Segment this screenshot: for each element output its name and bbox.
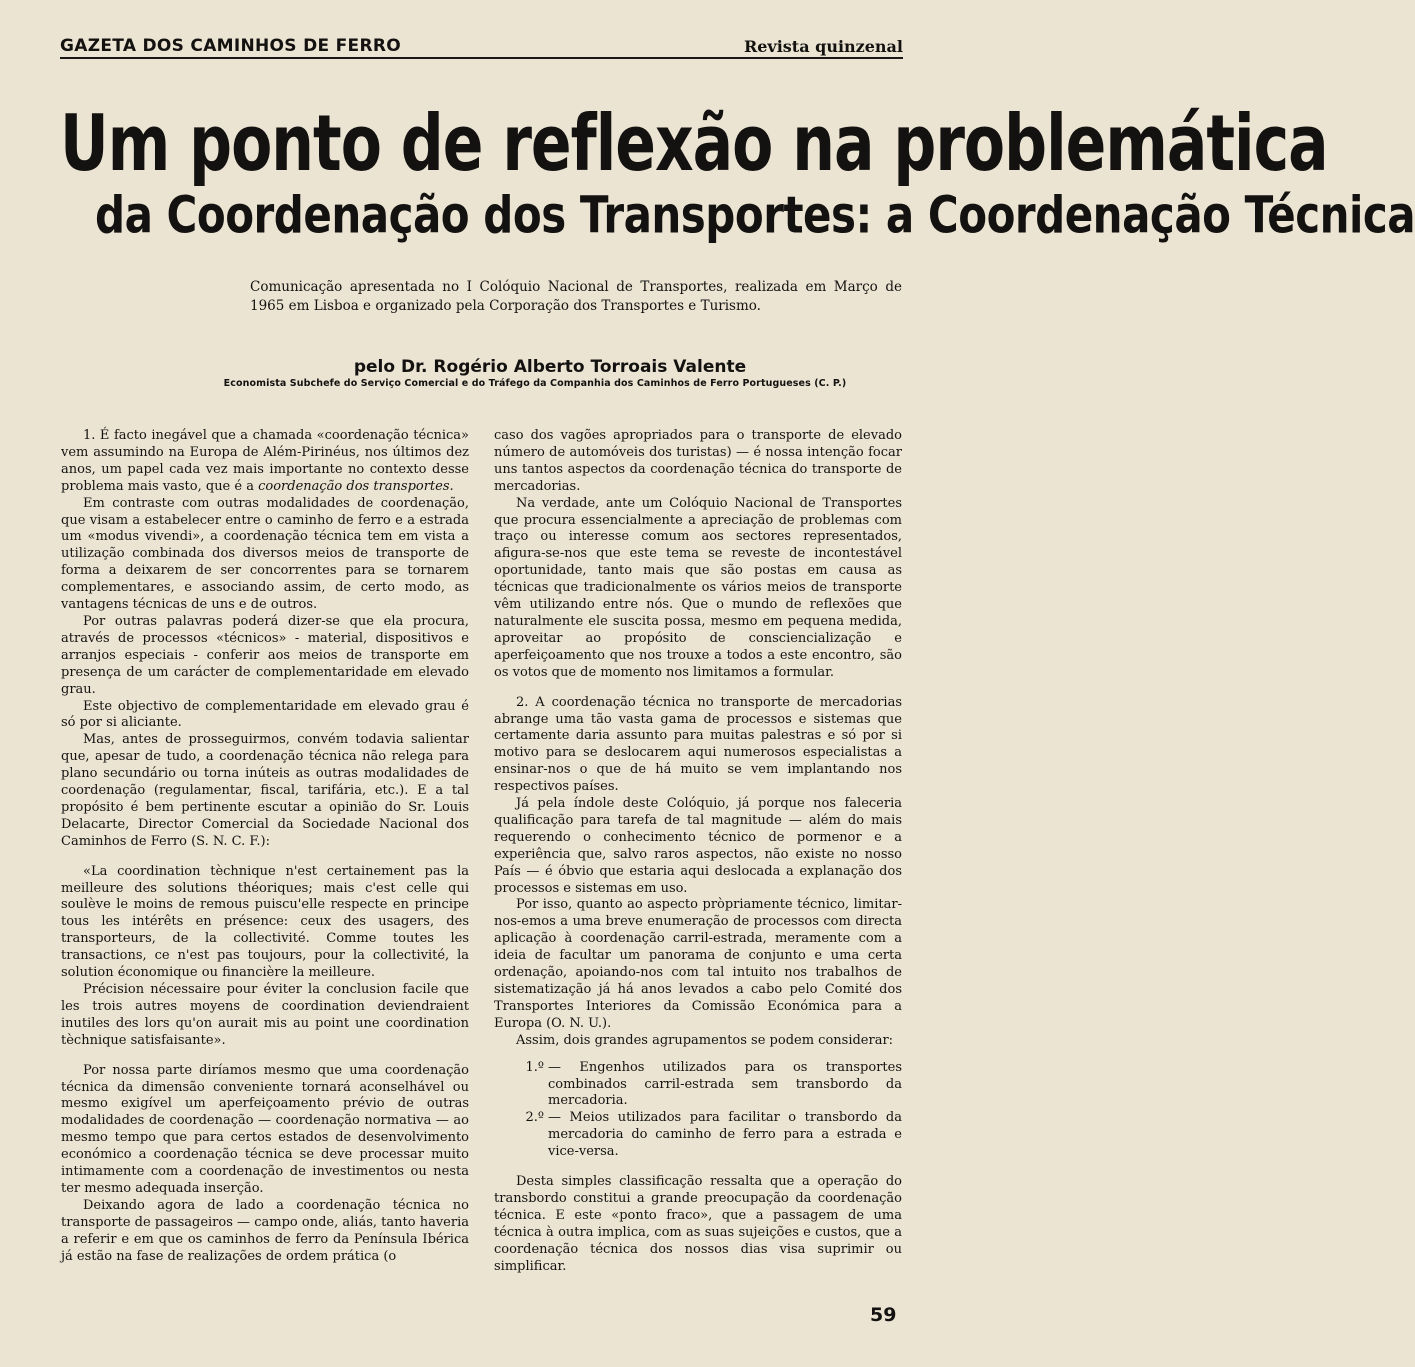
paragraph: Já pela índole deste Colóquio, já porque nos faleceria qualificação para tarefa de tal magnitude — além do mais requerendo o conhecimento técnico de pormenor e a experiência que, salvo raros aspectos, não existe no nosso País — é óbvio que estaria aqui deslocada a explanação dos processos e sistemas em uso. xyxy=(494,796,902,896)
paragraph: Por outras palavras poderá dizer-se que ela procura, através de processos «técnicos» - material, dispositivos e arranjos especiais - conferir aos meios de transporte em presença de um carácter de complementaridade em elevado grau. xyxy=(61,613,469,697)
paragraph: Deixando agora de lado a coordenação técnica no transporte de passageiros — campo onde, aliás, tanto haveria a referir e em que os caminhos de ferro da Península Ibérica já estão na fase de realizações de ordem prática (o xyxy=(61,1197,469,1264)
running-header xyxy=(60,32,903,56)
paragraph: 1. É facto inegável que a chamada «coordenação técnica» vem assumindo na Europa de Além-Pirinéus, nos últimos dez anos, um papel cada vez mais importante no contexto desse problema mais vasto, que é a coordenação dos transportes. xyxy=(61,428,469,494)
page-number: 59 xyxy=(870,1304,897,1326)
article-title-main: Um ponto de reflexão na problemática xyxy=(60,98,1328,190)
paragraph: Em contraste com outras modalidades de coordenação, que visam a estabelecer entre o caminho de ferro e a estrada um «modus vivendi», a coordenação técnica tem em vista a utilização combinada dos diversos meios de transporte de forma a deixarem de ser concorrentes para se tornarem complementares, e associando assim, de certo modo, as vantagens técnicas de uns e de outros. xyxy=(61,495,469,613)
author-affiliation: Economista Subchefe do Serviço Comercial e do Tráfego da Companhia dos Caminhos de Ferro Portugueses (C. P.) xyxy=(223,378,847,389)
left-column xyxy=(61,428,469,1266)
enum-item-2: 2.º — Meios utilizados para facilitar o transbordo da mercadoria do caminho de ferro para a estrada e vice-versa. xyxy=(525,1110,902,1160)
author-name: pelo Dr. Rogério Alberto Torroais Valente xyxy=(353,357,747,377)
paragraph: Este objectivo de complementaridade em elevado grau é só por si aliciante. xyxy=(61,698,469,731)
article-title-sub: da Coordenação dos Transportes: a Coordenação Técnica xyxy=(95,185,1415,245)
paragraph: Mas, antes de prosseguirmos, convém todavia salientar que, apesar de tudo, a coordenação técnica não relega para plano secundário ou torna inúteis as outras modalidades de coordenação (regulamentar, fiscal, tarifária, etc.). E a tal propósito é bem pertinente escutar a opinião do Sr. Louis Delacarte, Director Comercial da Sociedade Nacional dos Caminhos de Ferro (S. N. C. F.): xyxy=(61,732,469,849)
issue-type: Revista quinzenal xyxy=(743,37,903,56)
paragraph: Por isso, quanto ao aspecto pròpriamente técnico, limitar-nos-emos a uma breve enumeração de processos com directa aplicação à coordenação carril-estrada, meramente com a ideia de facultar um panorama de conjunto e uma certa ordenação, apoiando-nos com tal intuito nos trabalhos de sistematização já há anos levados a cabo pelo Comité dos Transportes Interiores da Comissão Económica para a Europa (O. N. U.). xyxy=(494,897,902,1031)
paragraph: Assim, dois grandes agrupamentos se podem considerar: xyxy=(516,1032,894,1048)
journal-name: GAZETA DOS CAMINHOS DE FERRO xyxy=(60,36,401,56)
quote-paragraph: «La coordination tèchnique n'est certainement pas la meilleure des solutions théoriques; mais c'est celle qui soulève le moins de remous puiscu'elle respecte en principe tous les intérêts en présence: ceux des usagers, des transporteurs, de la collectivité. Comme toutes les transactions, ce n'est pas toujours, pour la collectivité, la solution économique ou financière la meilleure. xyxy=(61,863,469,981)
enum-item-1: 1.º — Engenhos utilizados para os transportes combinados carril-estrada sem transbordo da mercadoria. xyxy=(525,1059,902,1109)
paragraph: caso dos vagões apropriados para o transporte de elevado número de automóveis dos turistas) — é nossa intenção focar uns tantos aspectos da coordenação técnica do transporte de mercadorias. xyxy=(494,428,902,494)
paragraph: Desta simples classificação ressalta que a operação do transbordo constitui a grande preocupação da coordenação técnica. E este «ponto fraco», que a passagem de uma técnica à outra implica, com as suas sujeições e custos, que a coordenação técnica dos nossos dias visa suprimir ou simplificar. xyxy=(494,1174,902,1274)
header-rule xyxy=(60,57,903,59)
paragraph: Na verdade, ante um Colóquio Nacional de Transportes que procura essencialmente a apreciação de problemas com traço ou interesse comum aos sectores representados, afigura-se-nos que este tema se reveste de incontestável oportunidade, tanto mais que são postas em causa as técnicas que tradicionalmente os vários meios de transporte vêm utilizando entre nós. Que o mundo de reflexões que naturalmente ele suscita possa, mesmo em pequena medida, aproveitar ao propósito de consciencialização e aperfeiçoamento que nos trouxe a todos a este encontro, são os votos que de momento nos limitamos a formular. xyxy=(494,495,902,680)
paragraph: 2. A coordenação técnica no transporte de mercadorias abrange uma tão vasta gama de processos e sistemas que certamente daria assunto para muitas palestras e só por si motivo para se deslocarem aqui numerosos especialistas a ensinar-nos o que de há muito se vem implantando nos respectivos países. xyxy=(494,694,902,795)
intro-note: Comunicação apresentada no I Colóquio Nacional de Transportes, realizada em Março de 1965 em Lisboa e organizado pela Corporação dos Transportes e Turismo. xyxy=(250,279,902,314)
paragraph: Por nossa parte diríamos mesmo que uma coordenação técnica da dimensão conveniente tornará aconselhável ou mesmo exigível um aperfeiçoamento prévio de outras modalidades de coordenação — coordenação normativa — ao mesmo tempo que para certos estados de desenvolvimento económico a coordenação técnica se deve processar muito intimamente com a coordenação de investimentos ou nesta ter mesmo adequada inserção. xyxy=(61,1062,469,1196)
quote-paragraph: Précision nécessaire pour éviter la conclusion facile que les trois autres moyens de coordination deviendraient inutiles des lors qu'on aurait mis au point une coordination tèchnique satisfaisante». xyxy=(61,982,469,1048)
right-column xyxy=(494,428,902,1276)
